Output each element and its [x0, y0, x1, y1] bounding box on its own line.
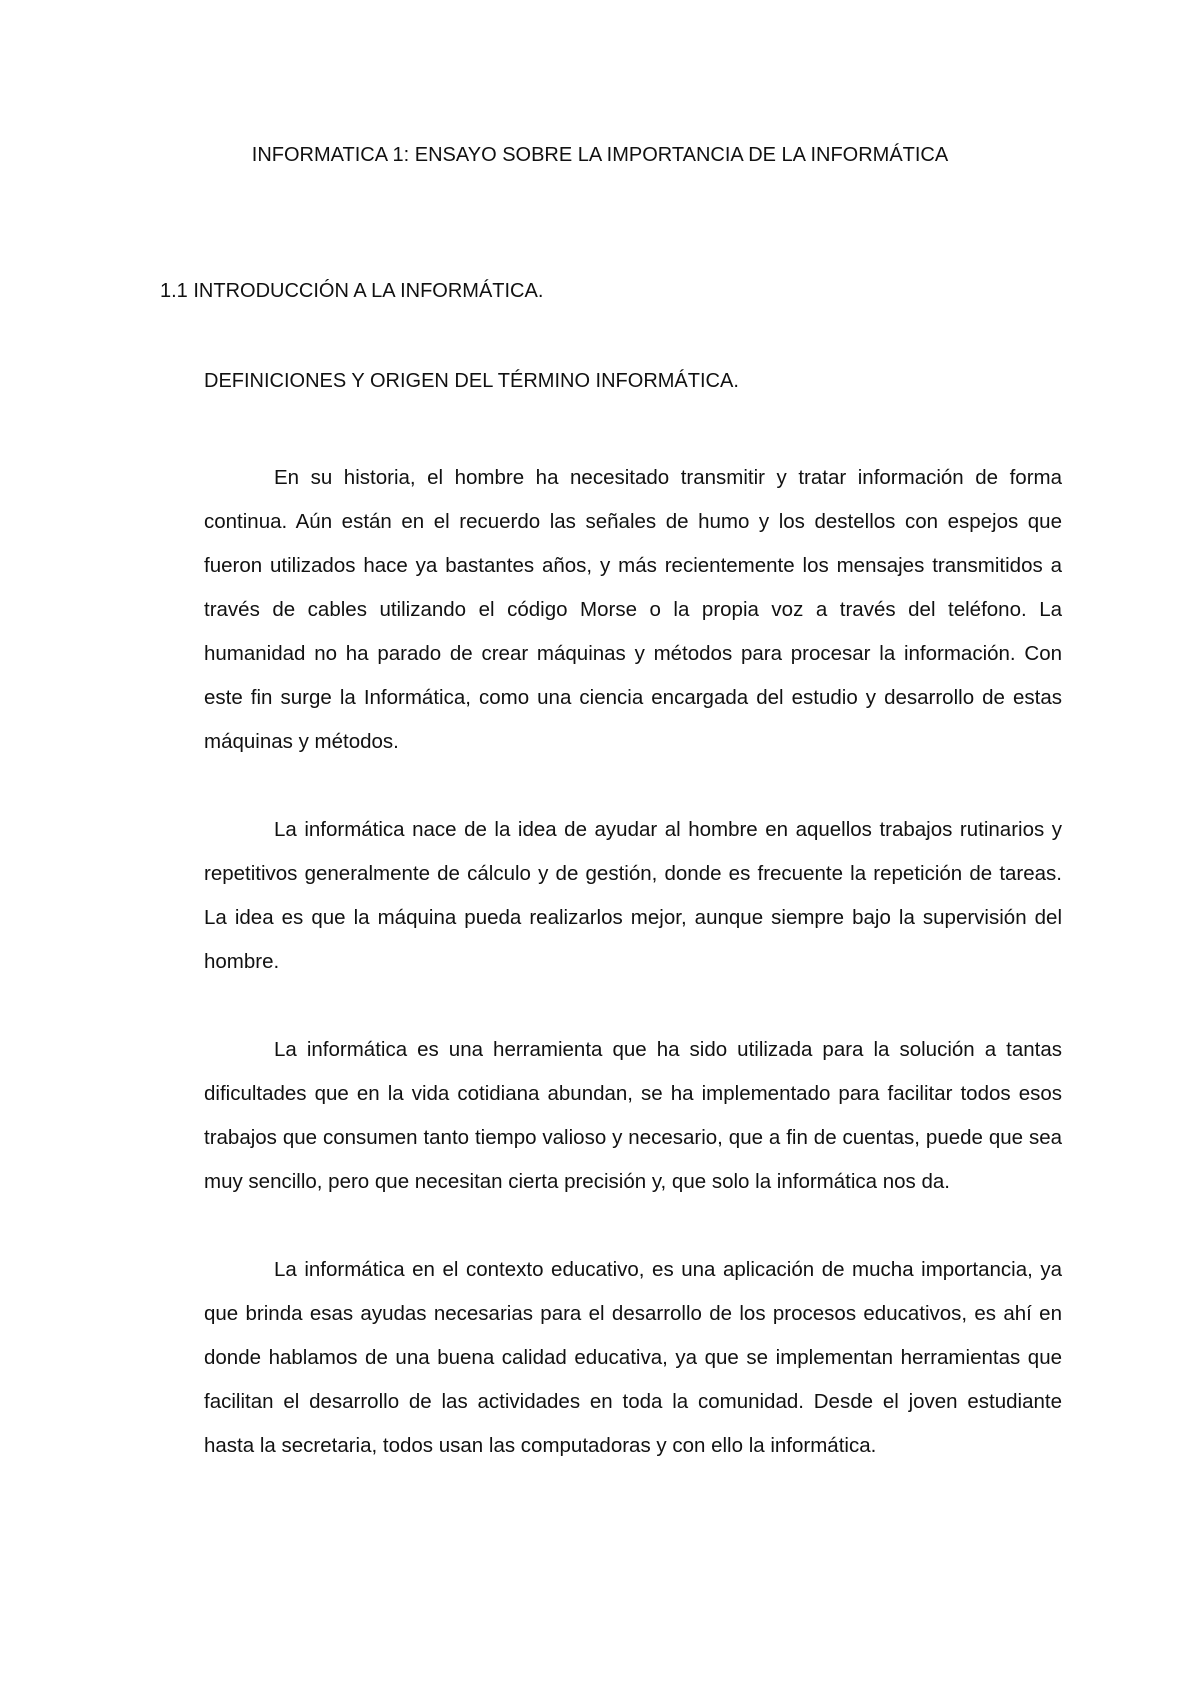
paragraph-1: En su historia, el hombre ha necesitado transmitir y tratar información de forma continua. Aún están en el recuerdo las señales de humo y los destellos con espejos que fueron utilizados hace ya bastantes años, y más recientemente los mensajes transmitidos a través de cables utilizando el código Morse o la propia voz a través del teléfono. La humanidad no ha parado de crear máquinas y métodos para procesar la información. Con este fin surge la Informática, como una ciencia encargada del estudio y desarrollo de estas máquinas y métodos. — [204, 466, 1062, 753]
body-text — [204, 456, 1062, 1468]
paragraph-4: La informática en el contexto educativo, es una aplicación de mucha importancia, ya que brinda esas ayudas necesarias para el desarrollo de los procesos educativos, es ahí en donde hablamos de una buena calidad educativa, ya que se implementan herramientas que facilitan el desarrollo de las actividades en toda la comunidad. Desde el joven estudiante hasta la secretaria, todos usan las computadoras y con ello la informática. — [204, 1258, 1062, 1457]
section-heading: 1.1 INTRODUCCIÓN A LA INFORMÁTICA. — [160, 280, 544, 302]
paragraph-2: La informática nace de la idea de ayudar al hombre en aquellos trabajos rutinarios y repetitivos generalmente de cálculo y de gestión, donde es frecuente la repetición de tareas. La idea es que la máquina pueda realizarlos mejor, aunque siempre bajo la supervisión del hombre. — [204, 818, 1062, 973]
paragraph-3: La informática es una herramienta que ha sido utilizada para la solución a tantas dificultades que en la vida cotidiana abundan, se ha implementado para facilitar todos esos trabajos que consumen tanto tiempo valioso y necesario, que a fin de cuentas, puede que sea muy sencillo, pero que necesitan cierta precisión y, que solo la informática nos da. — [204, 1038, 1062, 1193]
sub-heading: DEFINICIONES Y ORIGEN DEL TÉRMINO INFORMÁTICA. — [204, 370, 739, 392]
document-title: INFORMATICA 1: ENSAYO SOBRE LA IMPORTANCIA DE LA INFORMÁTICA — [251, 144, 949, 166]
